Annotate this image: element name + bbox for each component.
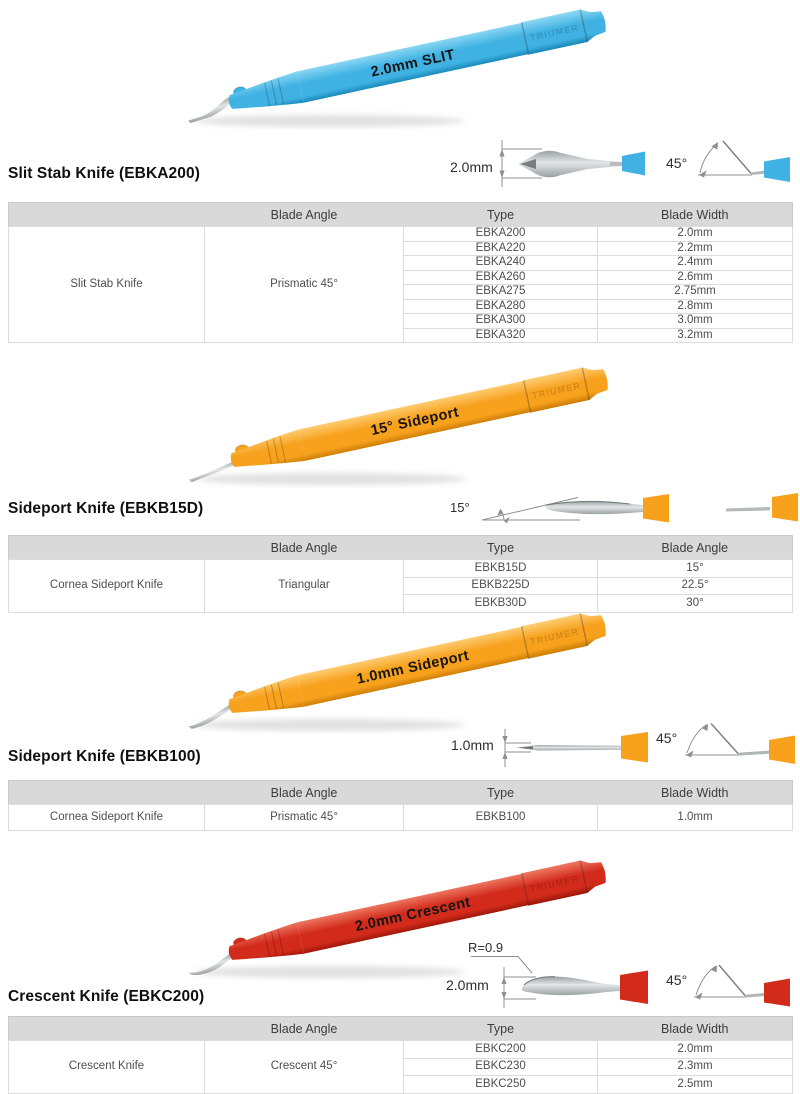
blade-top-mini xyxy=(726,493,798,522)
blade-hub xyxy=(622,152,645,176)
value-cell: 3.0mm xyxy=(598,314,793,329)
value-cell: 2.0mm xyxy=(598,227,793,242)
value-cell: 30° xyxy=(598,595,793,613)
col-header-type: Type xyxy=(404,536,598,560)
blade-angle-label: 45° xyxy=(666,972,688,988)
table-row xyxy=(9,560,793,578)
col-header-product xyxy=(9,1017,205,1041)
value-cell: 2.6mm xyxy=(598,270,793,285)
type-cell: EBKC230 xyxy=(404,1058,598,1076)
type-cell: EBKA220 xyxy=(404,241,598,256)
type-cell: EBKC250 xyxy=(404,1076,598,1094)
type-cell: EBKB15D xyxy=(404,560,598,578)
col-header-product xyxy=(9,536,205,560)
col-header-type: Type xyxy=(404,1017,598,1041)
type-cell: EBKA260 xyxy=(404,270,598,285)
col-header-type: Type xyxy=(404,781,598,805)
product-name-cell: Slit Stab Knife xyxy=(9,227,205,343)
col-header-blade-angle: Blade Angle xyxy=(205,203,404,227)
handle-label: 2.0mm Crescent xyxy=(353,894,473,935)
handle-label: 15° Sideport xyxy=(369,404,461,440)
blade-top-view xyxy=(521,977,620,996)
table-header-row xyxy=(9,203,793,227)
handle-label: 1.0mm Sideport xyxy=(355,647,471,688)
blade-hub xyxy=(643,494,669,523)
section-title: Slit Stab Knife (EBKA200) xyxy=(8,164,200,182)
spec-table-sideport-15d xyxy=(8,535,792,613)
angle-diagram xyxy=(685,724,795,765)
handle-cone xyxy=(226,922,304,969)
blade-hub xyxy=(620,971,648,1005)
type-cell: EBKA300 xyxy=(404,314,598,329)
spec-table-sideport-100 xyxy=(8,780,792,831)
value-cell: 2.8mm xyxy=(598,299,793,314)
col-header-type: Type xyxy=(404,203,598,227)
type-cell: EBKB30D xyxy=(404,595,598,613)
value-cell: 15° xyxy=(598,560,793,578)
blade-hub-side xyxy=(769,736,795,765)
blade-angle-cell: Prismatic 45° xyxy=(205,805,404,831)
blade-angle-cell: Crescent 45° xyxy=(205,1041,404,1094)
blade-hub-side xyxy=(764,157,790,182)
dimension-diagram-sideport-100 xyxy=(443,703,800,775)
col-header-blade-width: Blade Width xyxy=(598,1017,793,1041)
embossed-brand-text: TRIUMER xyxy=(529,873,581,894)
section-title: Sideport Knife (EBKB15D) xyxy=(8,499,204,517)
blade-angle-label: 45° xyxy=(666,155,688,171)
blade-radius-label: R=0.9 xyxy=(468,940,504,955)
value-cell: 2.2mm xyxy=(598,241,793,256)
handle-label: 2.0mm SLIT xyxy=(369,46,457,81)
value-cell: 2.0mm xyxy=(598,1041,793,1059)
table-header-row xyxy=(9,781,793,805)
col-header-blade-angle-2: Blade Angle xyxy=(598,536,793,560)
table-row xyxy=(9,1041,793,1059)
product-name-cell: Cornea Sideport Knife xyxy=(9,805,205,831)
type-cell: EBKB225D xyxy=(404,577,598,595)
value-cell: 2.3mm xyxy=(598,1058,793,1076)
col-header-blade-width: Blade Width xyxy=(598,203,793,227)
angle-diagram xyxy=(694,965,790,1007)
dimension-diagram-crescent xyxy=(438,933,800,1011)
knife-shadow xyxy=(195,115,465,127)
spec-table-crescent xyxy=(8,1016,792,1094)
product-name-cell: Cornea Sideport Knife xyxy=(9,560,205,613)
value-cell: 2.4mm xyxy=(598,256,793,271)
table-row xyxy=(9,227,793,242)
radius-leader-line xyxy=(471,957,532,974)
value-cell: 1.0mm xyxy=(598,805,793,831)
col-header-blade-angle: Blade Angle xyxy=(205,536,404,560)
type-cell: EBKA240 xyxy=(404,256,598,271)
col-header-product xyxy=(9,781,205,805)
value-cell: 2.5mm xyxy=(598,1076,793,1094)
knife-illustration-sideport-15d xyxy=(172,358,632,488)
col-header-product xyxy=(9,203,205,227)
table-row xyxy=(9,805,793,831)
blade-shaft xyxy=(610,162,622,167)
type-cell: EBKC200 xyxy=(404,1041,598,1059)
product-name-cell: Crescent Knife xyxy=(9,1041,205,1094)
value-cell: 3.2mm xyxy=(598,328,793,343)
blade-width-label: 2.0mm xyxy=(450,159,493,175)
col-header-blade-angle: Blade Angle xyxy=(205,781,404,805)
embossed-brand-text: TRIUMER xyxy=(531,380,583,401)
spec-table-slit-stab xyxy=(8,202,792,343)
dimension-diagram-slit-stab xyxy=(442,130,800,198)
table-header-row xyxy=(9,536,793,560)
handle-cone xyxy=(226,71,304,118)
value-cell: 2.75mm xyxy=(598,285,793,300)
knife-shadow xyxy=(195,966,465,978)
blade-hub-mini xyxy=(772,493,798,522)
col-header-blade-angle: Blade Angle xyxy=(205,1017,404,1041)
section-title: Sideport Knife (EBKB100) xyxy=(8,747,201,765)
embossed-brand-text: TRIUMER xyxy=(529,626,581,647)
value-cell: 22.5° xyxy=(598,577,793,595)
embossed-brand-text: TRIUMER xyxy=(529,22,581,43)
blade-hub-side xyxy=(764,979,790,1007)
section-title: Crescent Knife (EBKC200) xyxy=(8,987,205,1005)
col-header-blade-width: Blade Width xyxy=(598,781,793,805)
angle-diagram xyxy=(698,141,790,182)
blade-angle-label: 45° xyxy=(656,730,678,746)
blade-angle-cell: Prismatic 45° xyxy=(205,227,404,343)
knife-shadow xyxy=(197,473,467,485)
type-cell: EBKA320 xyxy=(404,328,598,343)
knife-shadow xyxy=(195,719,465,731)
blade-width-label: 1.0mm xyxy=(451,737,494,753)
blade-width-label: 2.0mm xyxy=(446,977,489,993)
type-cell: EBKA280 xyxy=(404,299,598,314)
blade-hub xyxy=(621,732,648,763)
knife-illustration-slit-stab xyxy=(170,0,630,130)
blade-angle-label: 15° xyxy=(450,500,470,515)
dimension-diagram-sideport-15d xyxy=(438,478,800,536)
type-cell: EBKB100 xyxy=(404,805,598,831)
handle-cone xyxy=(226,675,304,722)
blade-angle-cell: Triangular xyxy=(205,560,404,613)
type-cell: EBKA200 xyxy=(404,227,598,242)
table-header-row xyxy=(9,1017,793,1041)
type-cell: EBKA275 xyxy=(404,285,598,300)
handle-cone xyxy=(228,429,306,476)
